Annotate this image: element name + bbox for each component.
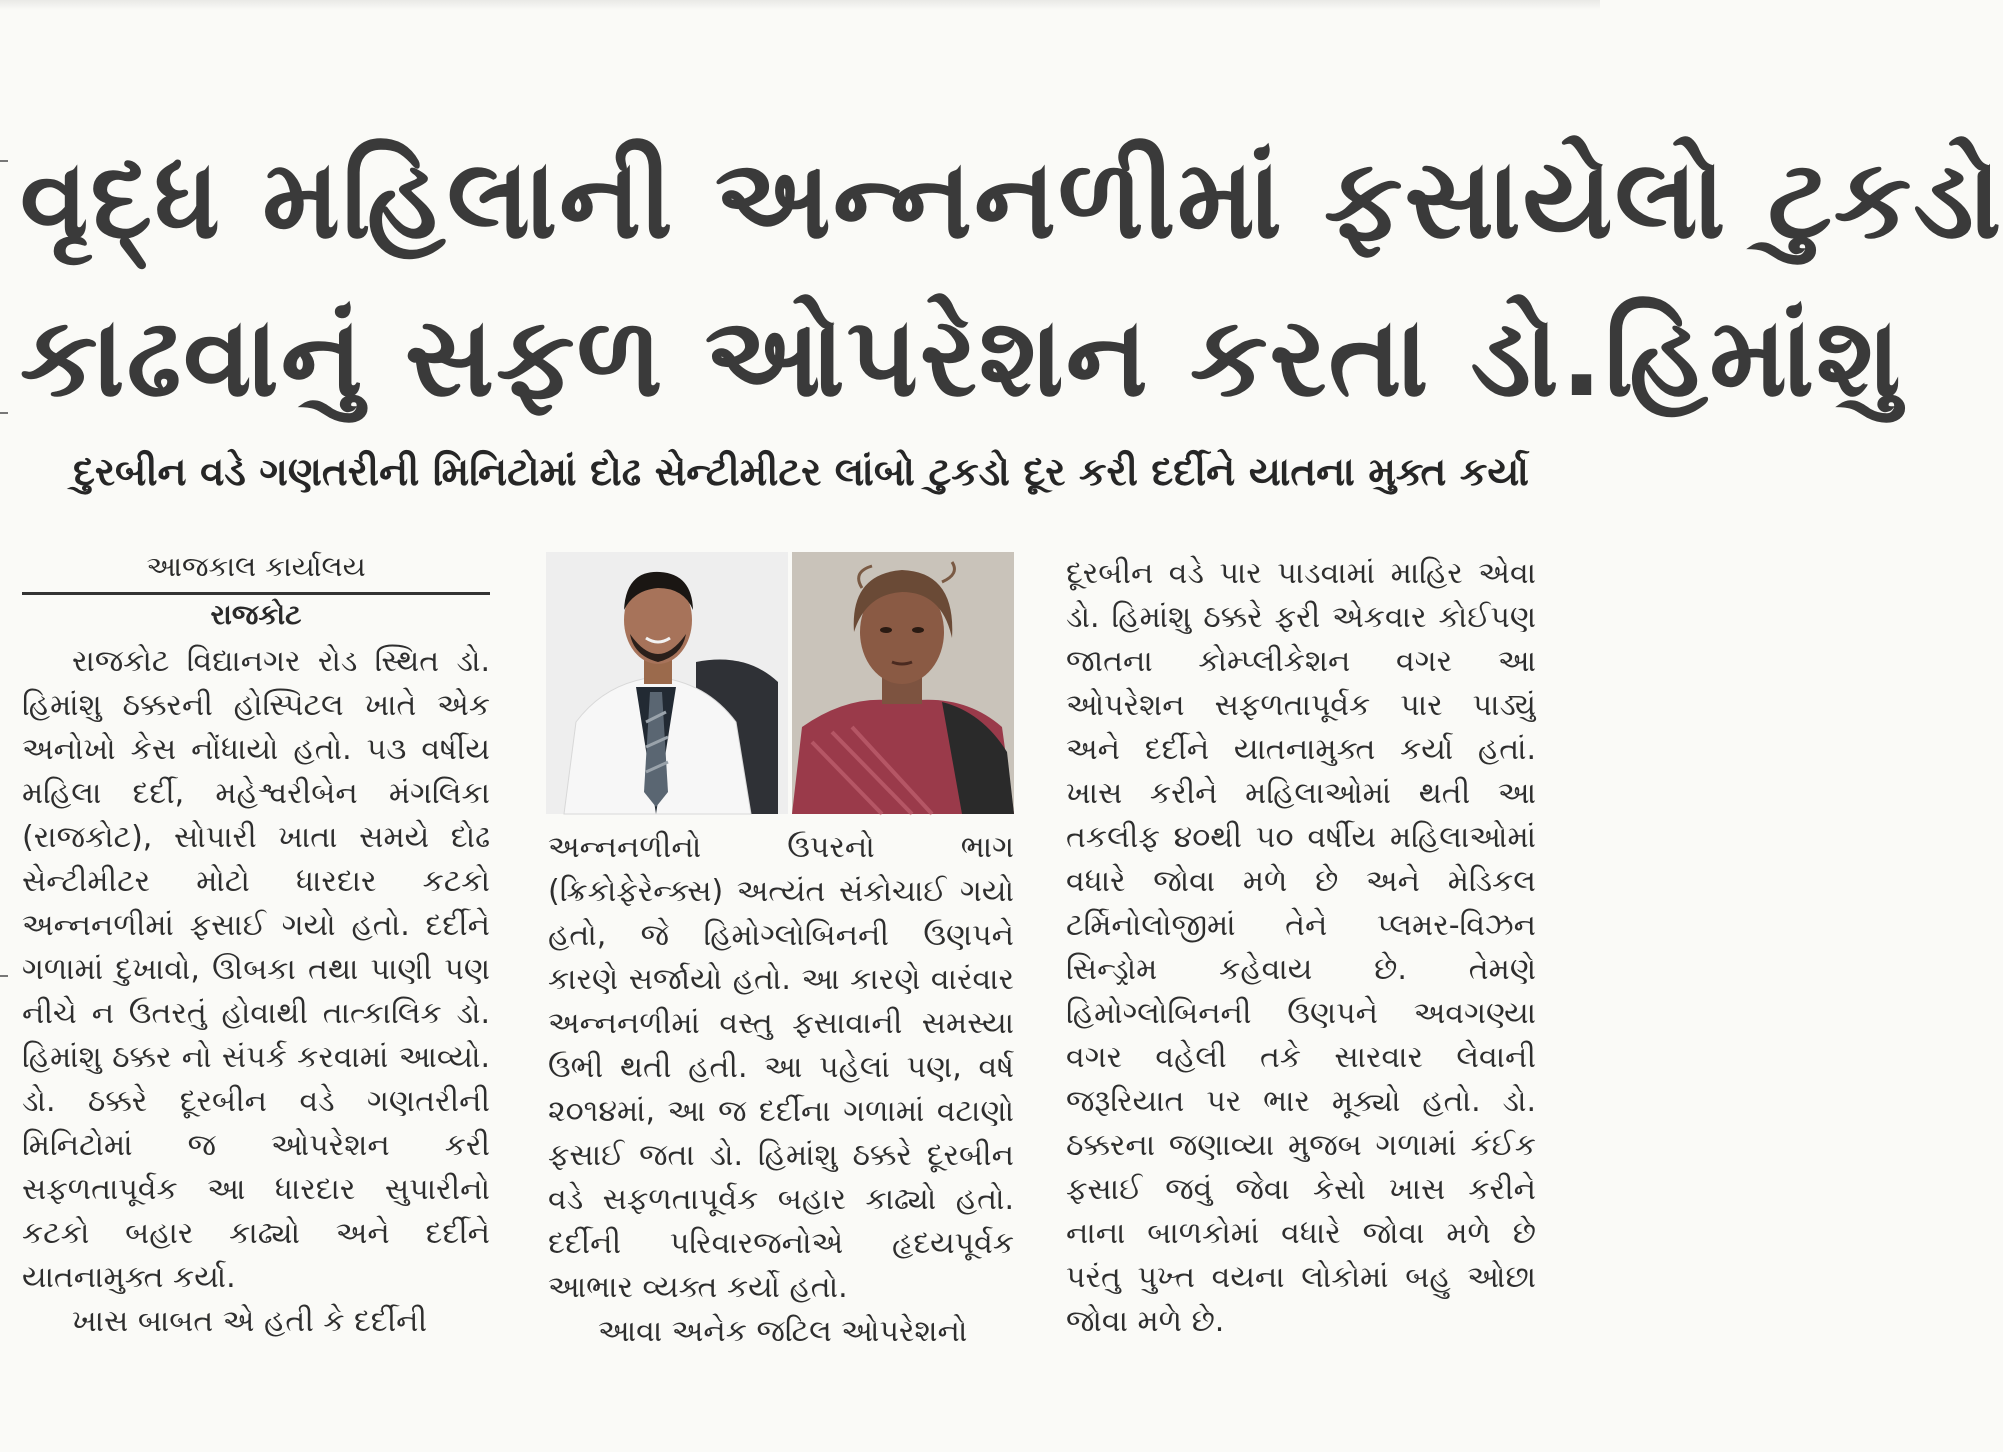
doctor-portrait-image [546,552,788,814]
patient-photo [792,552,1014,814]
margin-tick [0,975,8,977]
article-column-1 [22,640,490,1344]
headline-line-2: કાઢવાનું સફળ ઓપરેશન કરતા ડો.હિમાંશુ [20,292,1903,421]
article-column-2 [548,826,1014,1354]
byline-place: રાજકોટ [210,598,302,631]
byline-divider [22,592,490,595]
doctor-photo [546,552,788,814]
margin-tick [0,412,8,414]
margin-tick [0,160,8,162]
patient-portrait-image [792,552,1014,814]
headline-line-1: વૃદ્ધ મહિલાની અન્નનળીમાં ફસાયેલો ટુકડો [20,134,2003,263]
article-paragraph: ખાસ બાબત એ હતી કે દર્દીની [72,1304,428,1339]
article-paragraph: રાજકોટ વિદ્યાનગર રોડ સ્થિત ડો. હિમાંશુ ઠક્કરની હોસ્પિટલ ખાતે એક અનોખો કેસ નોંધાયો હતો. ૫૩ વર્ષીય મહિલા દર્દી, મહેશ્વરીબેન મંગલિકા (રાજકોટ), સોપારી ખાતા સમયે દોઢ સેન્ટીમીટર મોટો ધારદાર કટકો અન્નનળીમાં ફસાઈ ગયો હતો. દર્દીને ગળામાં દુખાવો, ઊબકા તથા પાણી પણ નીચે ન ઉતરતું હોવાથી તાત્કાલિક ડો. હિમાંશુ ઠક્કર નો સંપર્ક કરવામાં આવ્યો. ડો. ઠક્કરે દૂરબીન વડે ગણતરીની મિનિટોમાં જ ઓપરેશન કરી સફળતાપૂર્વક આ ધારદાર સુપારીનો કટકો બહાર કાઢ્યો અને દર્દીને યાતનામુક્ત કર્યા. [22,644,490,1295]
article-paragraph: આવા અનેક જટિલ ઓપરેશનો [598,1314,968,1349]
byline-source: આજકાલ કાર્યાલય [146,550,366,583]
article-paragraph: અન્નનળીનો ઉપરનો ભાગ (ક્રિકોફેરેન્ક્સ) અત્યંત સંકોચાઈ ગયો હતો, જે હિમોગ્લોબિનની ઉણપને કારણે સર્જાયો હતો. આ કારણે વારંવાર અન્નનળીમાં વસ્તુ ફસાવાની સમસ્યા ઉભી થતી હતી. આ પહેલાં પણ, વર્ષ ૨૦૧૪માં, આ જ દર્દીના ગળામાં વટાણો ફસાઈ જતા ડો. હિમાંશુ ઠક્કરે દૂરબીન વડે સફળતાપૂર્વક બહાર કાઢ્યો હતો. દર્દીની પરિવારજનોએ હૃદયપૂર્વક આભાર વ્યક્ત કર્યો હતો. [548,830,1014,1305]
article-paragraph: દૂરબીન વડે પાર પાડવામાં માહિર એવા ડો. હિમાંશુ ઠક્કરે ફરી એકવાર કોઈપણ જાતના કોમ્પ્લીકેશન વગર આ ઓપરેશન સફળતાપૂર્વક પાર પાડ્યું અને દર્દીને યાતનામુક્ત કર્યા હતાં. ખાસ કરીને મહિલાઓમાં થતી આ તકલીફ ૪૦થી ૫૦ વર્ષીય મહિલાઓમાં વધારે જોવા મળે છે અને મેડિકલ ટર્મિનોલોજીમાં તેને પ્લમર-વિઝન સિન્ડ્રોમ કહેવાય છે. તેમણે હિમોગ્લોબિનની ઉણપને અવગણ્યા વગર વહેલી તકે સારવાર લેવાની જરૂરિયાત પર ભાર મૂક્યો હતો. ડો. ઠક્કરના જણાવ્યા મુજબ ગળામાં કંઈક ફસાઈ જવું જેવા કેસો ખાસ કરીને નાના બાળકોમાં વધારે જોવા મળે છે પરંતુ પુખ્ત વયના લોકોમાં બહુ ઓછા જોવા મળે છે. [1066,556,1536,1339]
subheadline: દુરબીન વડે ગણતરીની મિનિટોમાં દોઢ સેન્ટીમીટર લાંબો ટુકડો દૂર કરી દર્દીને યાતના મુક્ત કર્યા [73,450,1529,495]
article-column-3 [1066,552,1536,1344]
page-top-strip [0,0,1600,10]
